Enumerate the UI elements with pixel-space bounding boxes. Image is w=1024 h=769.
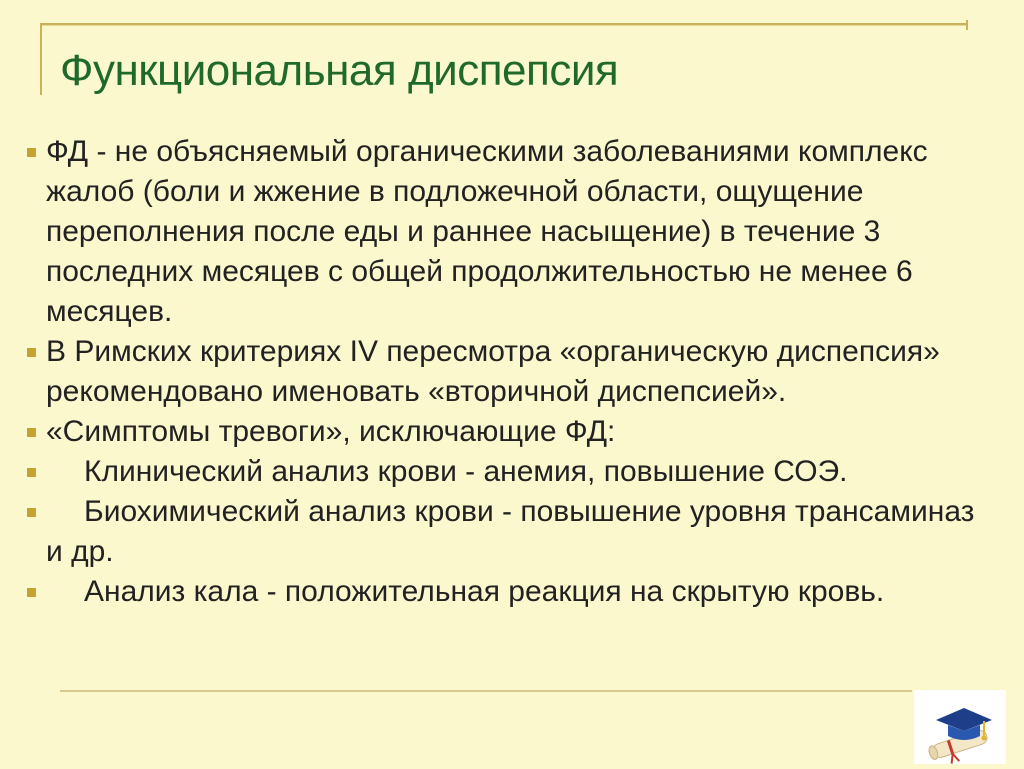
bullet-item-blood-test [20,452,990,492]
bullet-item-fd-definition [20,132,990,332]
bullet-text: ФД - не объясняемый органическими заболеваниями комплекс жалоб (боли и жжение в подложечной области, ощущение переполнения после еды и раннее насыщение) в течение 3 последних месяцев с общей продолжительностью не менее 6 месяцев. [46,135,928,328]
graduation-cap-diploma-icon [914,690,1006,764]
square-bullet-icon [27,148,36,157]
frame-bottom-line [60,690,912,692]
bullet-item-alarm-symptoms [20,412,990,452]
bullet-text: Анализ кала - положительная реакция на скрытую кровь. [84,575,885,608]
frame-top-highlight [40,25,968,26]
bullet-item-biochem-test [20,492,990,572]
bullet-text: В Римских критериях IV пересмотра «органическую диспепсия» рекомендовано именовать «вторичной диспепсией». [46,335,940,408]
square-bullet-icon [27,348,36,357]
slide-body [20,132,990,612]
frame-left-line [40,23,42,95]
bullet-text: «Симптомы тревоги», исключающие ФД: [46,415,616,448]
square-bullet-icon [27,588,36,597]
bullet-item-rome-criteria [20,332,990,412]
frame-right-stub [966,20,968,30]
square-bullet-icon [27,508,36,517]
bullet-text: Биохимический анализ крови - повышение уровня трансаминаз и др. [46,495,975,568]
square-bullet-icon [27,428,36,437]
bullet-item-stool-test [20,572,990,612]
square-bullet-icon [27,468,36,477]
slide-title: Функциональная диспепсия [60,46,619,95]
bullet-text: Клинический анализ крови - анемия, повышение СОЭ. [84,455,848,488]
